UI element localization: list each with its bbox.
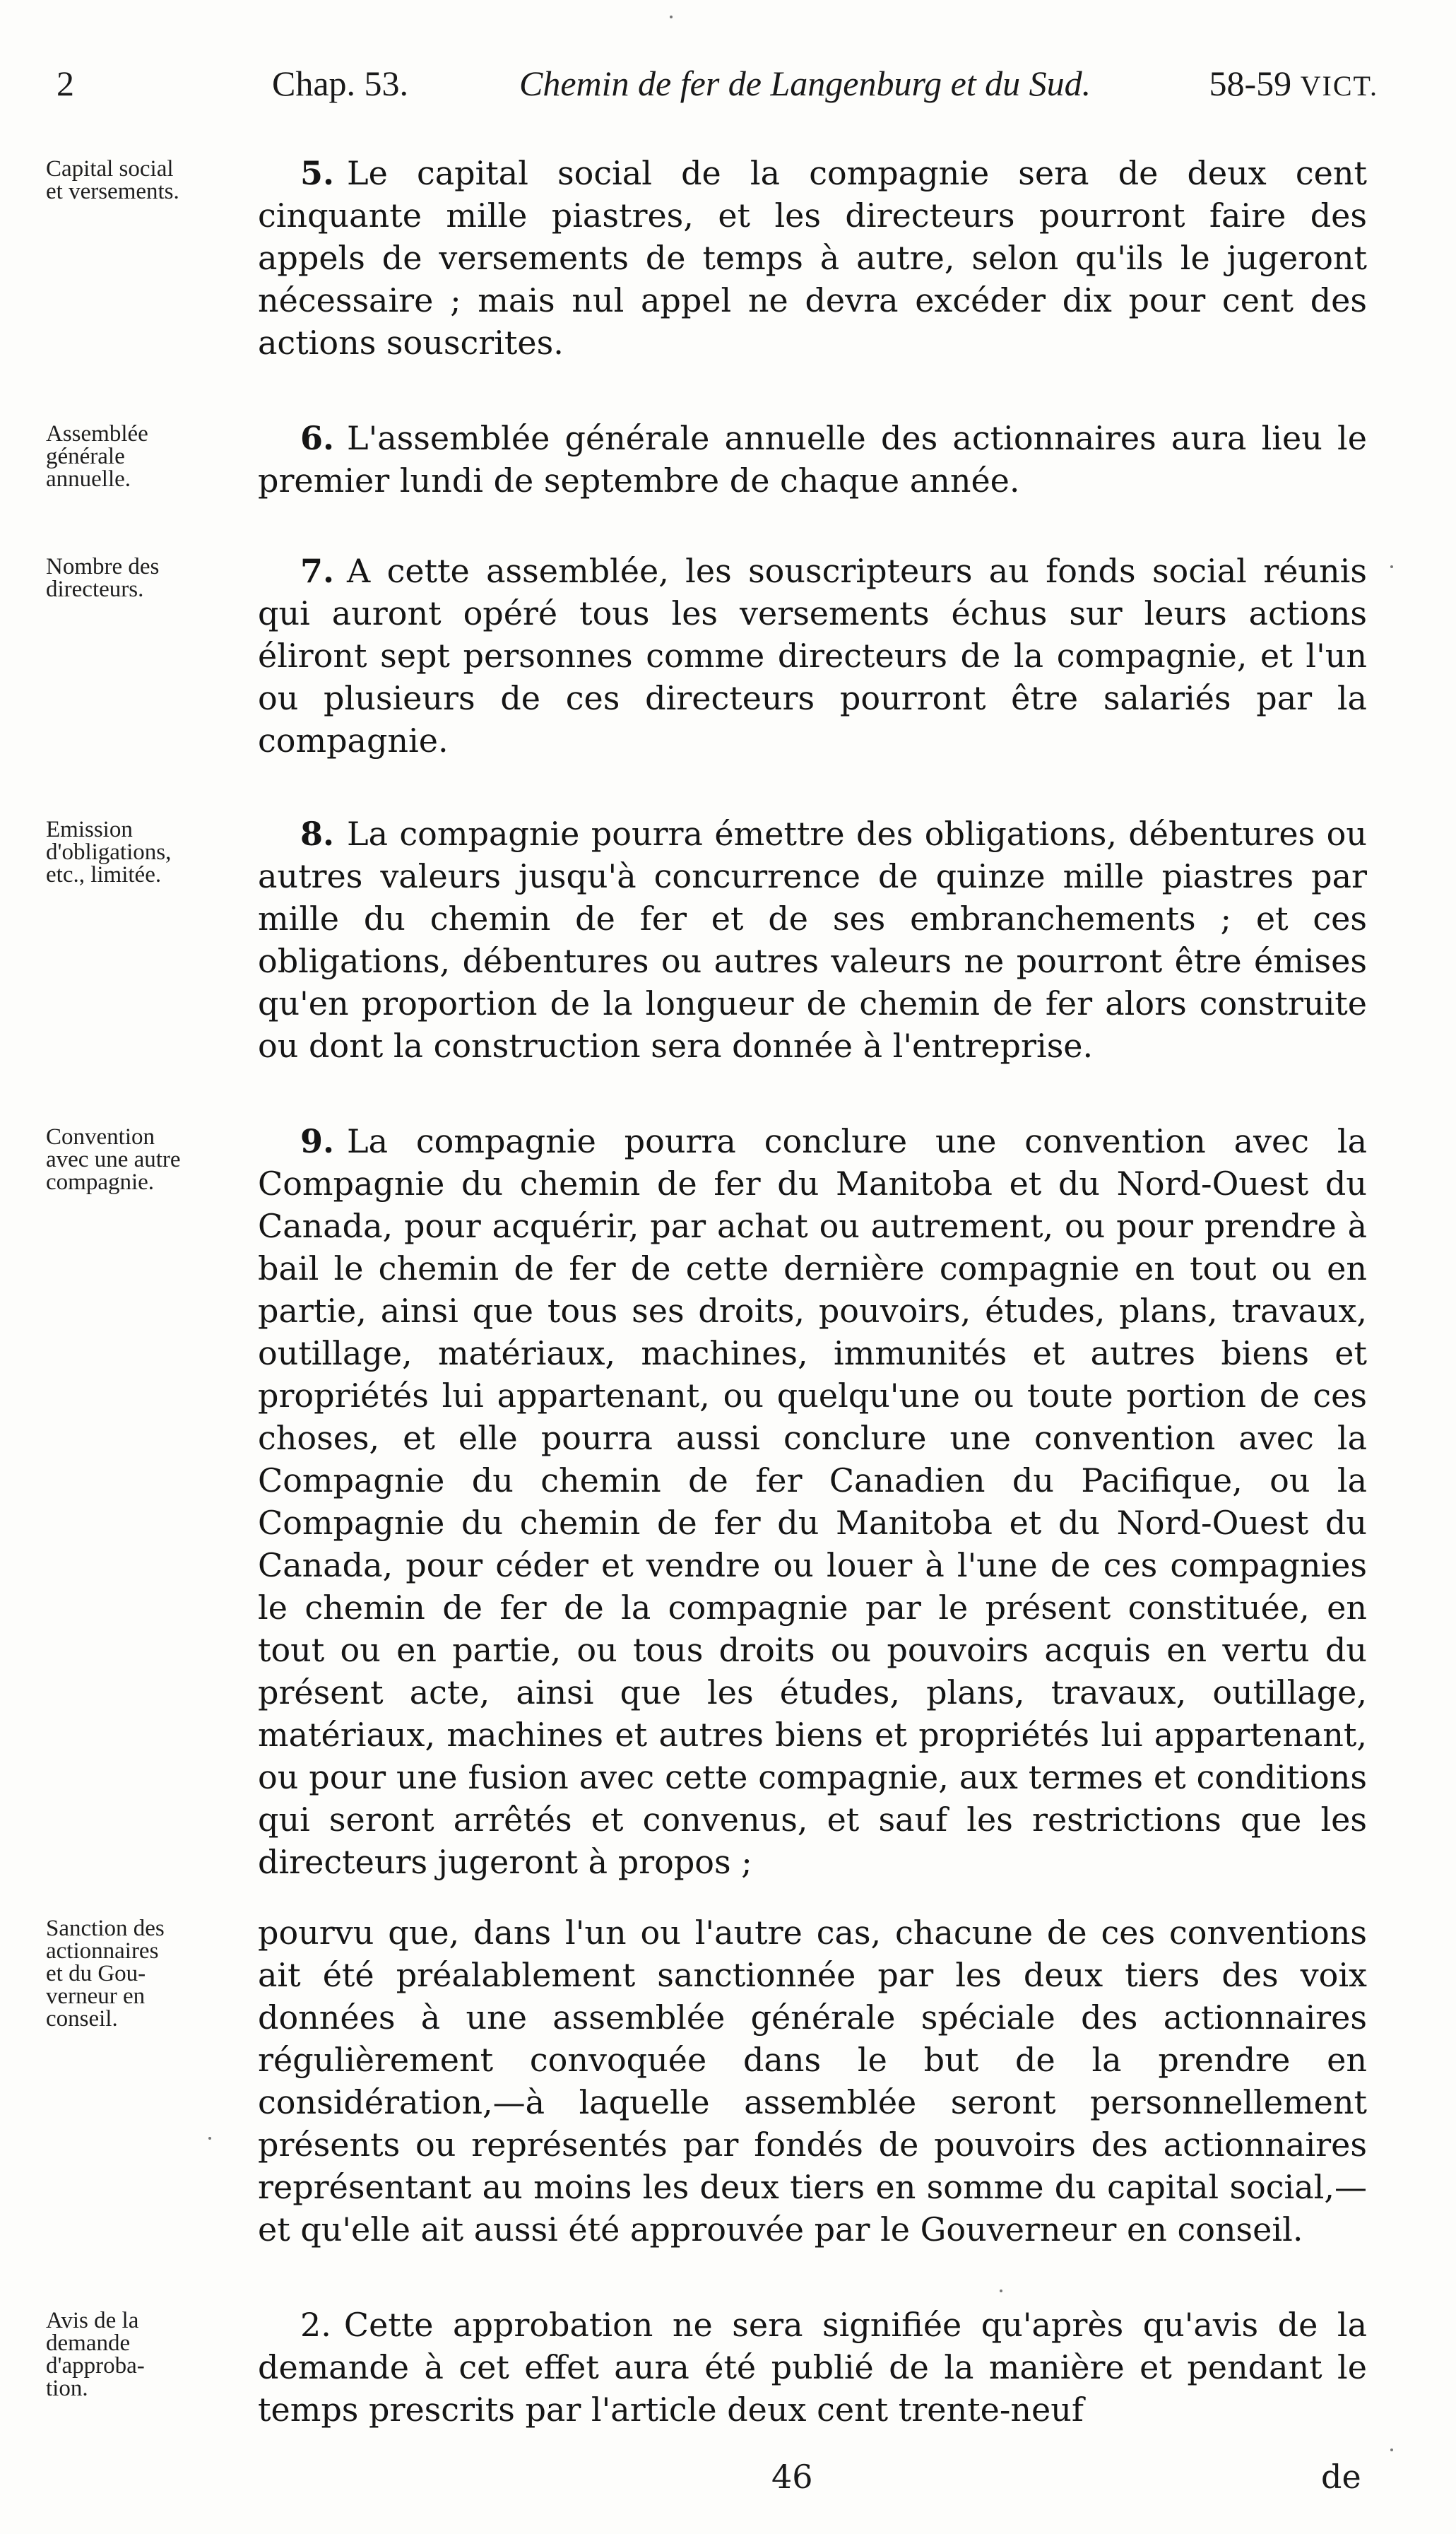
section-body	[258, 2304, 1367, 2431]
margin-note: Nombre des directeurs.	[46, 554, 160, 602]
paragraph-text: pourvu que, dans l'un ou l'autre cas, chacune de ces conventions ait été préalablement sanctionnée par les deux tiers des voix données à une assemblée générale spéciale des actionnaires régulièrement convoquée dans le but de la prendre en considération,—à laquelle assemblée seront personnellement présents ou représentés par fondés de pouvoirs des actionnaires représentant au moins les deux tiers en somme du capital social,—et qu'elle ait aussi été approuvée par le Gouverneur en conseil.	[258, 1914, 1367, 2249]
paragraph	[258, 2304, 1367, 2431]
paragraph	[258, 1120, 1367, 1883]
session-years: 58-59	[1209, 64, 1292, 103]
paragraph	[258, 152, 1367, 364]
margin-note: Capital social et versements.	[46, 156, 179, 204]
scan-speck	[1390, 565, 1393, 568]
running-header	[57, 55, 1378, 112]
scan-speck	[670, 16, 673, 18]
paragraph-text: La compagnie pourra conclure une convention avec la Compagnie du chemin de fer du Manitoba et du Nord-Ouest du Canada, pour acquérir, par achat ou autrement, ou pour prendre à bail le chemin de fer de cette dernière compagnie en tout ou en partie, ainsi que tous ses droits, pouvoirs, études, plans, travaux, outillage, matériaux, machines, immunités et autres biens et propriétés lui appartenant, ou quelqu'une ou toute portion de ces choses, et elle pourra aussi conclure une convention avec la Compagnie du chemin de fer Canadien du Pacifique, ou la Compagnie du chemin de fer du Manitoba et du Nord-Ouest du Canada, pour céder et vendre ou louer à l'une de ces compagnies le chemin de fer de la compagnie par le présent constituée, en tout ou en partie, ou tous droits ou pouvoirs acquis en vertu du présent acte, ainsi que les études, plans, travaux, outillage, matériaux, machines et autres biens et propriétés lui appartenant, ou pour une fusion avec cette compagnie, aux termes et conditions qui seront arrêtés et convenus, et sauf les restrictions que les directeurs jugeront à propos ;	[258, 1122, 1367, 1881]
chapter-label: Chap. 53.	[272, 64, 409, 103]
paragraph-text: L'assemblée générale annuelle des actionnaires aura lieu le premier lundi de septembre de chaque année.	[258, 419, 1367, 500]
paragraph	[258, 550, 1367, 762]
page-footer	[0, 2456, 1456, 2505]
margin-note: Convention avec une autre compagnie.	[46, 1124, 181, 1195]
section-number: 6.	[300, 419, 335, 457]
paragraph-text: A cette assemblée, les souscripteurs au fonds social réunis qui auront opéré tous les versements échus sur leurs actions éliront sept personnes comme directeurs de la compagnie, et l'un ou plusieurs de ces directeurs pourront être salariés par la compagnie.	[258, 552, 1367, 760]
scan-speck	[1390, 2448, 1393, 2451]
act-title: Chemin de fer de Langenburg et du Sud.	[519, 64, 1091, 103]
section-number: 8.	[300, 815, 335, 853]
catchword: de	[1321, 2458, 1361, 2496]
paragraph-text: La compagnie pourra émettre des obligations, débentures ou autres valeurs jusqu'à concurrence de quinze mille piastres par mille du chemin de fer et de ses embranchements ; et ces obligations, débentures ou autres valeurs ne pourront être émises qu'en proportion de la longueur de chemin de fer alors construite ou dont la construction sera donnée à l'entreprise.	[258, 815, 1367, 1065]
section-body	[258, 1911, 1367, 2251]
section-body	[258, 417, 1367, 502]
paragraph-text: Le capital social de la compagnie sera de deux cent cinquante mille piastres, et les directeurs pourront faire des appels de versements de temps à autre, selon qu'ils le jugeront nécessaire ; mais nul appel ne devra excéder dix pour cent des actions souscrites.	[258, 154, 1367, 362]
footer-page-number: 46	[771, 2458, 813, 2496]
page-number: 2	[57, 64, 74, 103]
section-number: 9.	[300, 1122, 335, 1160]
margin-note: Assemblée générale annuelle.	[46, 421, 148, 492]
scan-speck	[208, 2137, 211, 2140]
section-body	[258, 550, 1367, 762]
paragraph	[258, 813, 1367, 1067]
section-body	[258, 1120, 1367, 1883]
section-body	[258, 813, 1367, 1067]
paragraph-text: Cette approbation ne sera signifiée qu'après qu'avis de la demande à cet effet aura été publié de la manière et pendant le temps prescrits par l'article deux cent trente-neuf	[258, 2306, 1367, 2429]
section-number: 5.	[300, 154, 335, 192]
margin-note: Sanction des actionnaires et du Gou- verneur en conseil.	[46, 1916, 165, 2032]
paragraph	[258, 417, 1367, 502]
paragraph	[258, 1911, 1367, 2251]
margin-note: Avis de la demande d'approba- tion.	[46, 2308, 145, 2401]
section-body	[258, 152, 1367, 364]
subsection-number: 2.	[300, 2306, 331, 2344]
session-label	[1209, 55, 1378, 114]
session-reign: VICT.	[1300, 70, 1378, 102]
margin-note: Emission d'obligations, etc., limitée.	[46, 817, 172, 888]
section-number: 7.	[300, 552, 335, 590]
scan-speck	[1000, 2290, 1002, 2292]
